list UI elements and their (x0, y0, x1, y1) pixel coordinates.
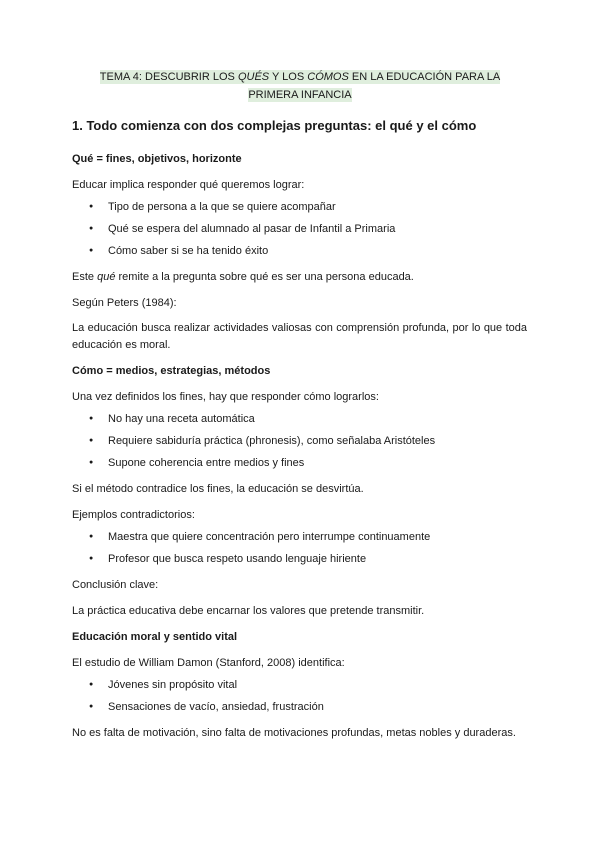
title-line-1: TEMA 4: DESCUBRIR LOS QUÉS Y LOS CÓMOS EN LA EDUCACIÓN PARA LA (99, 71, 501, 83)
peters-quote: La educación busca realizar actividades valiosas con comprensión profunda, por lo que toda educación es moral. (72, 322, 527, 351)
list-item: ● Profesor que busca respeto usando lenguaje hiriente (72, 552, 527, 566)
peters-citation: Según Peters (1984): (72, 297, 177, 309)
conclusion-label: Conclusión clave: (72, 579, 159, 591)
title-line-2: PRIMERA INFANCIA (248, 89, 352, 101)
list-item: ● Jóvenes sin propósito vital (72, 678, 527, 692)
list-item: ● No hay una receta automática (72, 412, 527, 426)
list-item: ● Maestra que quiere concentración pero interrumpe continuamente (72, 530, 527, 544)
que-heading: Qué = fines, objetivos, horizonte (72, 153, 242, 165)
que-note: Este qué remite a la pregunta sobre qué es ser una persona educada. (72, 271, 414, 283)
ejemplos-label: Ejemplos contradictorios: (72, 509, 195, 521)
list-item: ● Cómo saber si se ha tenido éxito (72, 244, 527, 258)
que-intro: Educar implica responder qué queremos lograr: (72, 179, 305, 191)
document-title (60, 68, 540, 104)
como-note: Si el método contradice los fines, la educación se desvirtúa. (72, 483, 364, 495)
moral-note: No es falta de motivación, sino falta de motivaciones profundas, metas nobles y duraderas. (72, 727, 516, 739)
como-intro: Una vez definidos los fines, hay que responder cómo lograrlos: (72, 391, 379, 403)
moral-list (72, 678, 527, 714)
list-item: ● Tipo de persona a la que se quiere acompañar (72, 200, 527, 214)
que-list (72, 200, 527, 258)
moral-intro: El estudio de William Damon (Stanford, 2008) identifica: (72, 657, 345, 669)
conclusion-text: La práctica educativa debe encarnar los valores que pretende transmitir. (72, 605, 425, 617)
section-heading: 1. Todo comienza con dos complejas preguntas: el qué y el cómo (72, 118, 477, 133)
list-item: ● Requiere sabiduría práctica (phronesis), como señalaba Aristóteles (72, 434, 527, 448)
list-item: ● Supone coherencia entre medios y fines (72, 456, 527, 470)
como-list (72, 412, 527, 470)
document-body (72, 118, 527, 740)
list-item: ● Qué se espera del alumnado al pasar de Infantil a Primaria (72, 222, 527, 236)
title-emphasis-ques: QUÉS (237, 71, 270, 83)
que-emphasis: qué (97, 271, 116, 283)
como-heading: Cómo = medios, estrategias, métodos (72, 365, 271, 377)
list-item: ● Sensaciones de vacío, ansiedad, frustración (72, 700, 527, 714)
title-emphasis-comos: CÓMOS (307, 71, 349, 83)
moral-heading: Educación moral y sentido vital (72, 631, 238, 643)
ejemplos-list (72, 530, 527, 566)
